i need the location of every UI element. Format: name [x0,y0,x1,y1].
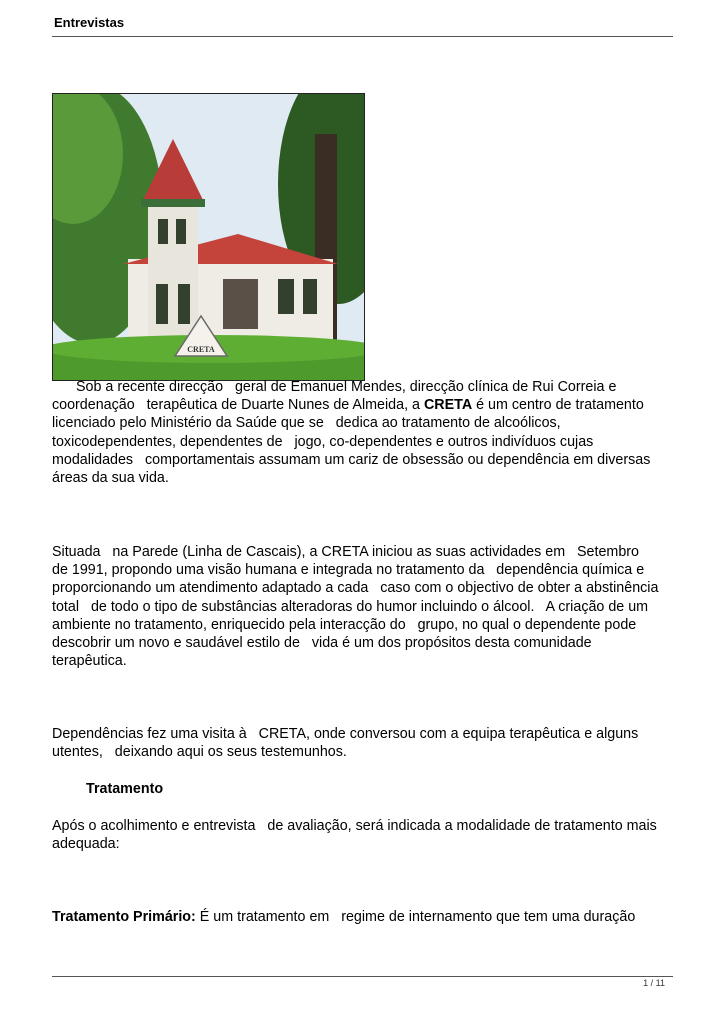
p2-line-1: Situada na Parede (Linha de Cascais), a CRETA iniciou as suas actividades em Setembro [52,544,640,560]
p2-line-6: descobrir um novo e saudável estilo de vida é um dos propósitos desta comunidade [52,635,592,652]
footer-divider [52,976,673,977]
header-divider [52,36,673,37]
visit-paragraph [52,725,677,761]
creta-bold: CRETA [423,397,473,414]
p1-line-1: Sob a recente direcção geral de Emanuel Mendes, direcção clínica de Rui Correia e [76,379,617,395]
p2-line-3: proporcionando um atendimento adaptado a cada caso com o objectivo de obter a abstinência [52,580,659,597]
primary-treatment-paragraph [52,908,677,926]
primary-treatment-label: Tratamento Primário: [52,909,196,925]
p2-line-7: terapêutica. [52,653,127,670]
primary-treatment-text: É um tratamento em regime de internamento que tem uma duração [195,909,636,925]
creta-sign-text: CRETA [187,345,215,354]
p3-line-1: Dependências fez uma visita à CRETA, onde conversou com a equipa terapêutica e alguns [52,726,639,742]
p3-line-2: utentes, deixando aqui os seus testemunhos. [52,744,347,761]
p1-line-2-tail: é um centro de tratamento [472,397,644,414]
intro-paragraph [52,378,677,487]
p1-line-6: áreas da sua vida. [52,470,169,487]
history-paragraph [52,543,677,670]
p1-line-5: modalidades comportamentais assumam um cariz de obsessão ou dependência em diversas [52,451,651,468]
p1-line-3: licenciado pelo Ministério da Saúde que se dedica ao tratamento de alcoólicos, [52,415,561,432]
page-header-title: Entrevistas [54,15,125,30]
section-heading: Tratamento [86,781,164,797]
p4-line-1: Após o acolhimento e entrevista de avaliação, será indicada a modalidade de tratamento mais [52,818,657,834]
p2-line-4: total de todo o tipo de substâncias alteradoras do humor incluindo o álcool. A criação de um [52,598,649,615]
p4-line-2: adequada: [52,836,120,853]
p1-line-4: toxicodependentes, dependentes de jogo, co-dependentes e outros indivíduos cujas [52,433,594,450]
creta-building-photo [52,93,365,381]
treatment-intro-paragraph [52,817,677,853]
p2-line-2: de 1991, propondo uma visão humana e integrada no tratamento da dependência química e [52,562,645,579]
page-number: 1 / 11 [643,978,665,988]
p1-line-2: coordenação terapêutica de Duarte Nunes de Almeida, a [52,397,424,414]
p2-line-5: ambiente no tratamento, enriquecido pela interacção do grupo, no qual o dependente pode [52,616,637,633]
